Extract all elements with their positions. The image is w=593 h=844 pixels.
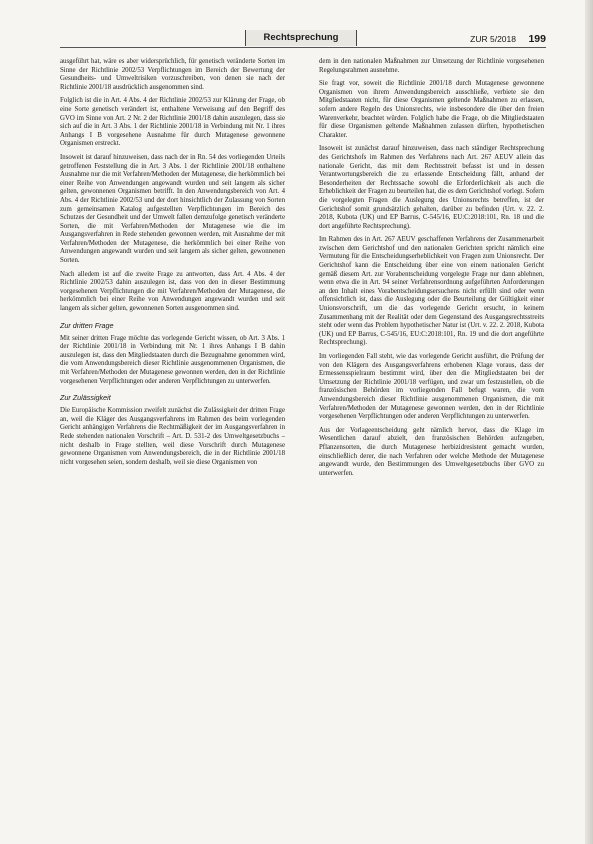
paragraph: Die Europäische Kommission zweifelt zunächst die Zulässigkeit der dritten Frage an, weil die Kläger des Ausgangsverfahrens im Rahmen des beim vorlegenden Gericht anhängigen Verfahrens die Rechtmäßigkeit der im Ausgangsverfahren in Rede stehenden nationalen Vorschrift – Art. D. 531-2 des Umweltgesetzbuchs – nicht deshalb in Frage stellten, weil diese Vorschrift durch Mutagenese gewonnene Organismen vom Anwendungsbereich, die in der Richtlinie 2001/18 nicht vorgesehen seien, sondern deshalb, weil sie diese Organismen von — [60, 407, 285, 466]
paragraph: Im Rahmen des in Art. 267 AEUV geschaffenen Verfahrens der Zusammenarbeit zwischen dem Gerichtshof und den nationalen Gerichten spricht nämlich eine Vermutung für die Entscheidungserheblichkeit von Fragen zum Unionsrecht. Der Gerichtshof kann die Entscheidung über eine von einem nationalen Gericht gemäß diesem Art. zur Vorabentscheidung vorgelegte Frage nur dann ablehnen, wenn etwa die in Art. 94 seiner Verfahrensordnung aufgeführten Anforderungen an den Inhalt eines Vorabentscheidungsersuchens nicht erfüllt sind oder wenn offensichtlich ist, dass die Auslegung oder die Beurteilung der Gültigkeit einer Unionsvorschrift, um die das vorlegende Gericht ersucht, in keinem Zusammenhang mit der Realität oder dem Gegenstand des Ausgangsrechtsstreits steht oder wenn das Problem hypothetischer Natur ist (Urt. v. 22. 2. 2018, Kubota (UK) und EP Barrus, C-545/16, EU:C:2018:101, Rn. 19 und die dort angeführte Rechtsprechung). — [319, 236, 544, 347]
subheading-admissibility: Zur Zulässigkeit — [60, 393, 111, 403]
paragraph: ausgeführt hat, wäre es aber widersprüchlich, für genetisch veränderte Sorten im Sinne der Richtlinie 2002/53 Verpflichtungen im Bereich der Bewertung der Gesundheits- und Umweltrisiken vorzuschreiben, von denen sie nach der Richtlinie 2001/18 ausdrücklich ausgenommen sind. — [60, 58, 285, 91]
paragraph: dem in den nationalen Maßnahmen zur Umsetzung der Richtlinie vorgesehenen Regelungsrahmen ausnehme. — [319, 58, 544, 74]
running-header — [60, 31, 546, 48]
paragraph: Insoweit ist darauf hinzuweisen, dass nach der in Rn. 54 des vorliegenden Urteils getroffenen Feststellung die in Art. 3 Abs. 1 der Richtlinie 2001/18 enthaltene Ausnahme nur die mit Verfahren/Methoden der Mutagenese, die herkömmlich bei einer Reihe von Anwendungen angewandt wurden und seit langem als sicher gelten, gewonnenen Organismen betrifft. In den Anwendungsbereich von Art. 4 Abs. 4 der Richtlinie 2002/53 und der dort hinsichtlich der Zulassung von Sorten zum gemeinsamen Katalog aufgestellten Verpflichtungen im Bereich des Schutzes der Gesundheit und der Umwelt fallen demzufolge genetisch veränderte Sorten, die mit Verfahren/Methoden der Mutagenese wie die im Ausgangsverfahren in Rede stehenden gewonnen werden, mit Ausnahme der mit Verfahren/Methoden der Mutagenese, die herkömmlich bei einer Reihe von Anwendungen angewandt wurden und seit langem als sicher gelten, gewonnenen Sorten. — [60, 153, 285, 265]
journal-issue: ZUR 5/2018 — [470, 34, 516, 44]
left-column — [60, 58, 285, 472]
page-edge-shadow — [585, 0, 593, 844]
paragraph: Insoweit ist zunächst darauf hinzuweisen, dass nach ständiger Rechtsprechung des Gerichtshofs im Rahmen des Verfahrens nach Art. 267 AEUV allein das nationale Gericht, das mit dem Rechtsstreit befasst ist und in dessen Verantwortungsbereich die zu erlassende Entscheidung fällt, anhand der Besonderheiten der Rechtssache sowohl die Erforderlichkeit als auch die Erheblichkeit der Fragen zu beurteilen hat, die es dem Gerichtshof vorlegt. Sofern die vorgelegten Fragen die Auslegung des Unionsrechts betreffen, ist der Gerichtshof somit grundsätzlich gehalten, darüber zu befinden (Urt. v. 22. 2. 2018, Kubota (UK) und EP Barrus, C-545/16, EU:C:2018:101, Rn. 18 und die dort angeführte Rechtsprechung). — [319, 145, 544, 230]
paragraph: Aus der Vorlageentscheidung geht nämlich hervor, dass die Klage im Wesentlichen darauf abzielt, den französischen Behörden aufzugeben, Pflanzensorten, die durch Mutagenese herbizidresistent gemacht wurden, einschließlich derer, die nach Verfahren oder welche Methode der Mutagenese angewandt wurde, den Bestimmungen des Umweltgesetzbuchs über GVO zu unterwerfen. — [319, 426, 544, 477]
section-title: Rechtsprechung — [245, 30, 357, 46]
paragraph: Im vorliegenden Fall steht, wie das vorlegende Gericht ausführt, die Prüfung der von den Klägern des Ausgangsverfahrens erhobenen Klage voraus, dass der Ermessensspielraum bestimmt wird, über den die Mitgliedstaaten bei der Umsetzung der Richtlinie 2001/18 verfügen, und zwar um festzustellen, ob die französischen Behörden im vorliegenden Fall befugt waren, die vom Anwendungsbereich dieser Richtlinie ausgenommenen Organismen, die mit Verfahren/Methoden der Mutagenese gewonnen werden, den in der Richtlinie vorgesehenen Verpflichtungen oder anderen Verpflichtungen zu unterwerfen. — [319, 353, 544, 421]
paragraph: Sie fragt vor, soweit die Richtlinie 2001/18 durch Mutagenese gewonnene Organismen von ihrem Anwendungsbereich ausschließe, verbiete sie den Mitgliedstaaten nicht, für diese Organismen geltende Maßnahmen zu erlassen, sofern andere Regeln des Unionsrechts, wie insbesondere die über den freien Warenverkehr, beachtet würden. Folglich habe die Frage, ob die Mitgliedstaaten für diese Organismen geltende Maßnahmen zulassen dürften, hypothetischen Charakter. — [319, 80, 544, 139]
paragraph: Nach alledem ist auf die zweite Frage zu antworten, dass Art. 4 Abs. 4 der Richtlinie 2002/53 dahin auszulegen ist, dass von den in dieser Bestimmung vorgesehenen Verpflichtungen die mit Verfahren/Methoden der Mutagenese, die herkömmlich bei einer Reihe von Anwendungen angewandt wurden und seit langem als sicher gelten, gewonnenen Sorten ausgenommen sind. — [60, 270, 285, 313]
right-column — [319, 58, 544, 483]
subheading-third-question: Zur dritten Frage — [60, 320, 114, 330]
paragraph: Mit seiner dritten Frage möchte das vorlegende Gericht wissen, ob Art. 3 Abs. 1 der Richtlinie 2001/18 in Verbindung mit Nr. 1 ihres Anhangs I B dahin auszulegen ist, dass den Mitgliedstaaten durch die Bezugnahme genommen wird, die vom Anwendungsbereich dieser Richtlinie ausgenommenen Organismen, die mit Verfahren/Methoden der Mutagenese gewonnen werden, den in der Richtlinie vorgesehenen Verpflichtungen oder anderen Verpflichtungen zu unterwerfen. — [60, 334, 285, 385]
paragraph: Folglich ist die in Art. 4 Abs. 4 der Richtlinie 2002/53 zur Klärung der Frage, ob eine Sorte genetisch verändert ist, enthaltene Verweisung auf den Begriff des GVO im Sinne von Art. 2 Nr. 2 der Richtlinie 2001/18 dahin auszulegen, dass sie sich auf die in Art. 3 Abs. 1 der Richtlinie 2001/18 in Verbindung mit Nr. 1 ihres Anhangs I B vorgesehene Ausnahme für durch Mutagenese gewonnene Organismen erstreckt. — [60, 97, 285, 148]
page-number: 199 — [528, 33, 546, 45]
